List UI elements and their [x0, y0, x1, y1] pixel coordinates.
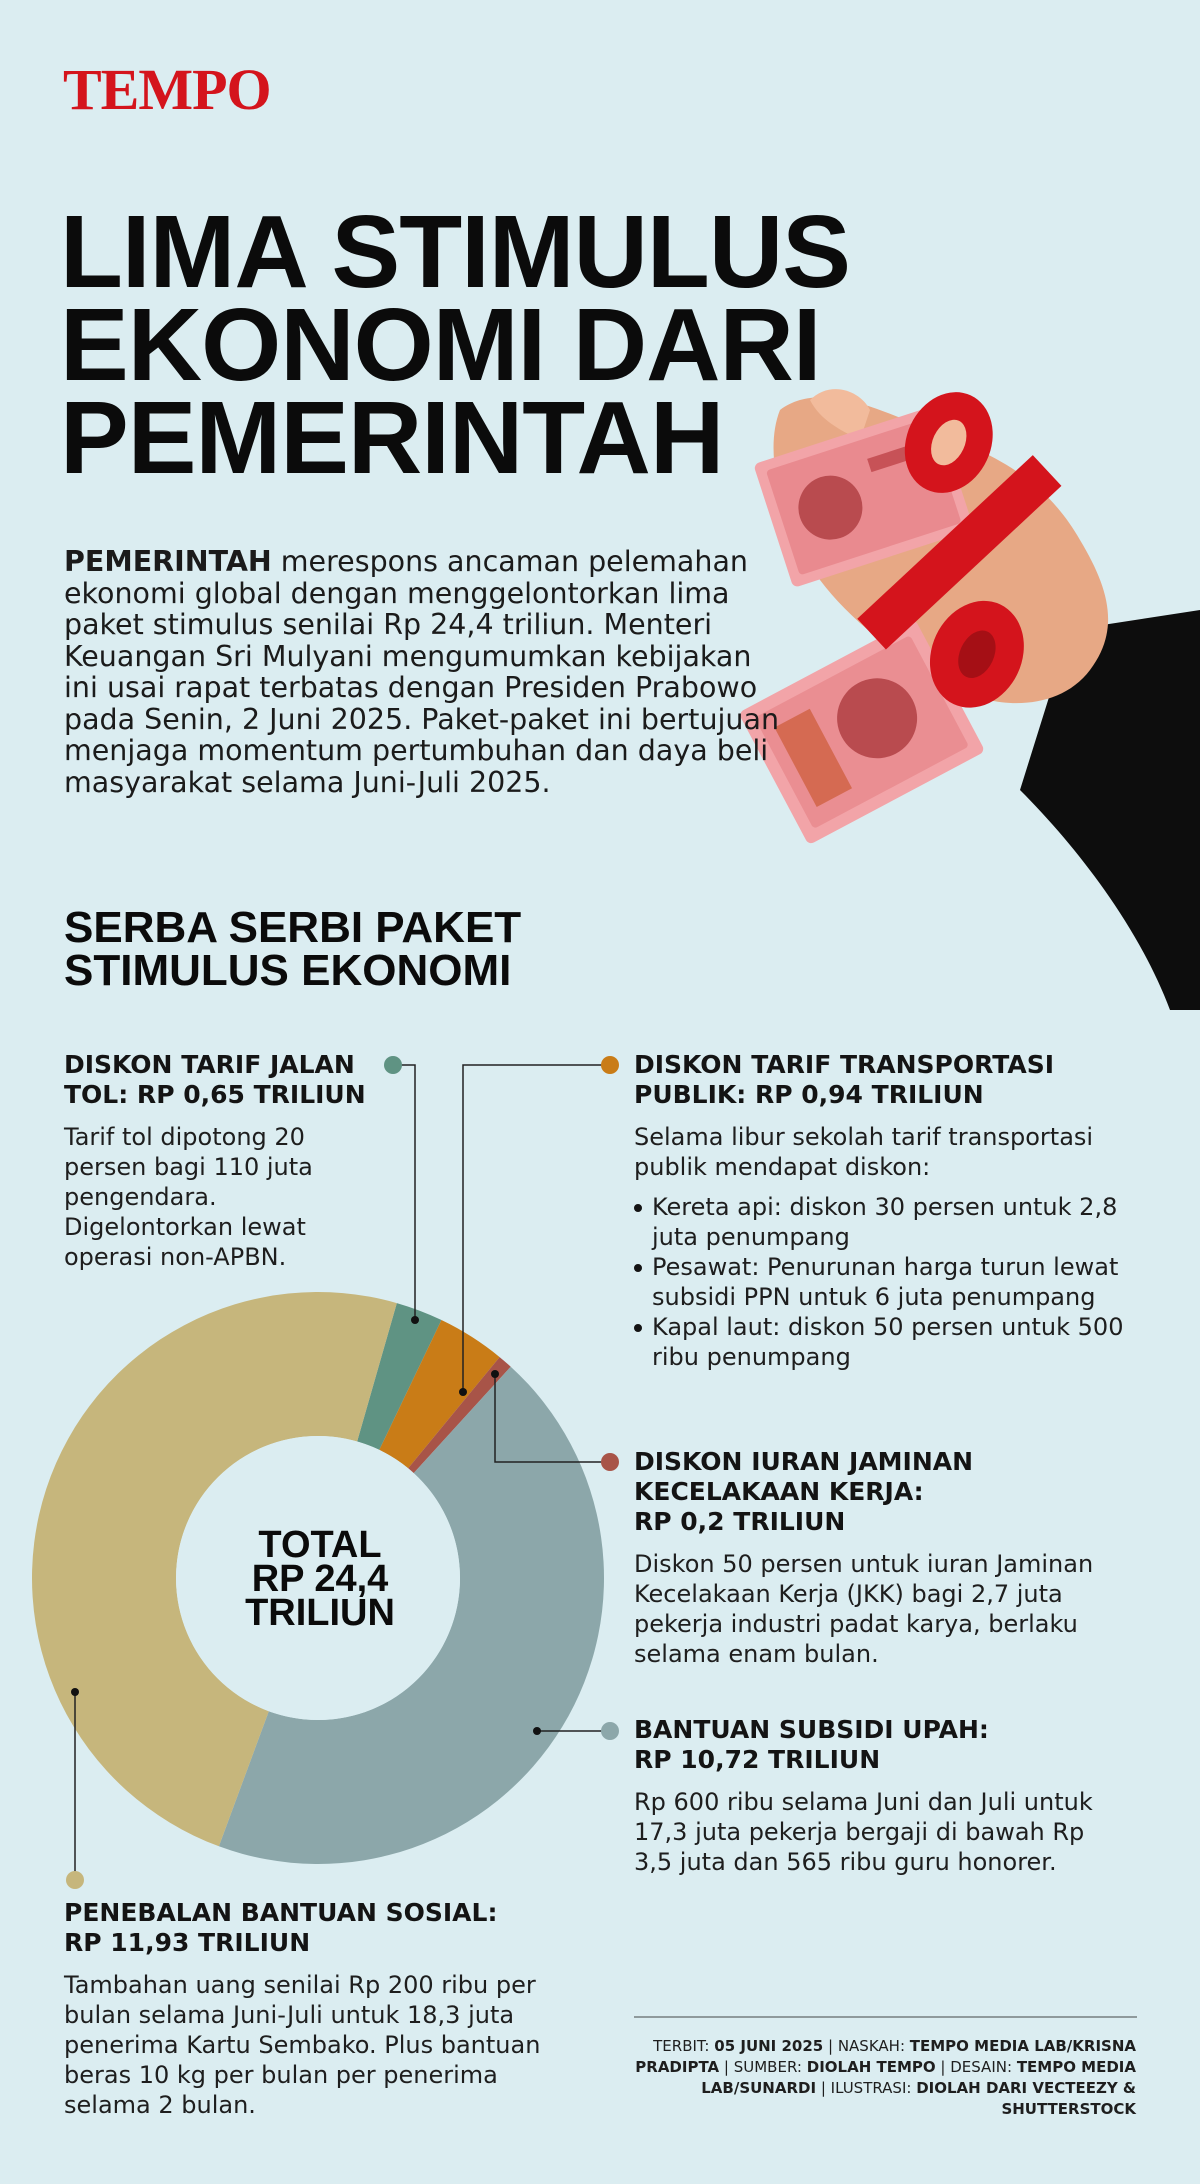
- card-tol-body: Tarif tol dipotong 20 persen bagi 110 juta pengendara. Digelontorkan lewat operasi non-APBN.: [64, 1123, 313, 1271]
- credit-label: NASKAH:: [837, 2037, 905, 2055]
- card-bansos-heading: [64, 1898, 584, 1958]
- card-jkk: [634, 1447, 1134, 1669]
- leader-line-transport: [463, 1065, 610, 1392]
- center-label-line: RP 24,4: [251, 1558, 389, 1600]
- credit-value: DIOLAH DARI VECTEEZY & SHUTTERSTOCK: [916, 2079, 1136, 2118]
- heading-line: BANTUAN SUBSIDI UPAH:: [634, 1715, 989, 1744]
- heading-line: RP 10,72 TRILIUN: [634, 1745, 881, 1774]
- list-item: Kapal laut: diskon 50 persen untuk 500 ribu penumpang: [634, 1312, 1134, 1372]
- credit-label: ILUSTRASI:: [830, 2079, 912, 2097]
- card-bansos-body: Tambahan uang senilai Rp 200 ribu per bulan selama Juni-Juli untuk 18,3 juta penerima Kartu Sembako. Plus bantuan beras 10 kg per bulan per penerima selama 2 bulan.: [64, 1971, 541, 2119]
- heading-line: DISKON IURAN JAMINAN: [634, 1447, 974, 1476]
- list-item: Pesawat: Penurunan harga turun lewat subsidi PPN untuk 6 juta penumpang: [634, 1252, 1134, 1312]
- title-line: EKONOMI DARI: [60, 287, 821, 402]
- heading-line: DISKON TARIF TRANSPORTASI: [634, 1050, 1055, 1079]
- section-title-line: STIMULUS EKONOMI: [64, 946, 512, 995]
- credit-value: DIOLAH TEMPO: [806, 2058, 936, 2076]
- card-transport-intro: Selama libur sekolah tarif transportasi publik mendapat diskon:: [634, 1123, 1094, 1181]
- tempo-logo: TEMPO: [63, 57, 271, 122]
- credit-value: TEMPO MEDIA LAB/SUNARDI: [701, 2058, 1136, 2097]
- leader-dot-bsu: [601, 1722, 619, 1740]
- card-tol-heading: [64, 1050, 384, 1110]
- card-bansos: [64, 1898, 584, 2120]
- card-jkk-body: Diskon 50 persen untuk iuran Jaminan Kecelakaan Kerja (JKK) bagi 2,7 juta pekerja industri padat karya, berlaku selama enam bulan.: [634, 1550, 1094, 1668]
- list-item: Kereta api: diskon 30 persen untuk 2,8 juta penumpang: [634, 1192, 1134, 1252]
- leader-dot-transport: [601, 1056, 619, 1074]
- heading-line: PENEBALAN BANTUAN SOSIAL:: [64, 1898, 498, 1927]
- card-bsu-body: Rp 600 ribu selama Juni dan Juli untuk 17,3 juta pekerja bergaji di bawah Rp 3,5 juta dan 565 ribu guru honorer.: [634, 1788, 1093, 1876]
- credit-label: TERBIT:: [653, 2037, 710, 2055]
- leader-dot-jkk: [601, 1453, 619, 1471]
- center-label-line: TRILIUN: [245, 1592, 395, 1634]
- leader-line-tol: [393, 1065, 415, 1320]
- transport-bullet-list: [634, 1192, 1134, 1372]
- card-bsu: [634, 1715, 1124, 1877]
- credit-label: DESAIN:: [950, 2058, 1013, 2076]
- intro-text: merespons ancaman pelemahan ekonomi global dengan menggelontorkan lima paket stimulus senilai Rp 24,4 triliun. Menteri Keuangan Sri Mulyani mengumumkan kebijakan ini usai rapat terbatas dengan Presiden Prabowo pada Senin, 2 Juni 2025. Paket-paket ini bertujuan menjaga momentum pertumbuhan dan daya beli masyarakat selama Juni-Juli 2025.: [64, 545, 780, 799]
- title-line: PEMERINTAH: [60, 380, 724, 495]
- chart-center-label: [220, 1524, 420, 1634]
- heading-line: PUBLIK: RP 0,94 TRILIUN: [634, 1080, 984, 1109]
- heading-line: DISKON TARIF JALAN: [64, 1050, 355, 1079]
- credits: TERBIT: 05 JUNI 2025 | NASKAH: TEMPO MEDIA LAB/KRISNA PRADIPTA | SUMBER: DIOLAH TEMPO | DESAIN: TEMPO MEDIA LAB/SUNARDI | ILUSTRASI: DIOLAH DARI VECTEEZY & SHUTTERSTOCK: [635, 2037, 1136, 2118]
- heading-line: RP 11,93 TRILIUN: [64, 1928, 311, 1957]
- heading-line: RP 0,2 TRILIUN: [634, 1507, 846, 1536]
- credit-label: SUMBER:: [733, 2058, 802, 2076]
- card-transport-heading: [634, 1050, 1134, 1110]
- credit-value: 05 JUNI 2025: [714, 2037, 824, 2055]
- card-transport-body: [634, 1122, 1134, 1372]
- card-bsu-heading: [634, 1715, 1124, 1775]
- center-label-line: TOTAL: [258, 1524, 382, 1566]
- intro-lead: PEMERINTAH: [64, 545, 272, 578]
- heading-line: TOL: RP 0,65 TRILIUN: [64, 1080, 366, 1109]
- title-line: LIMA STIMULUS: [60, 194, 850, 309]
- card-transport: [634, 1050, 1134, 1372]
- credit-value: TEMPO MEDIA LAB/KRISNA PRADIPTA: [635, 2037, 1136, 2076]
- leader-dot-tol: [384, 1056, 402, 1074]
- heading-line: KECELAKAAN KERJA:: [634, 1477, 924, 1506]
- credits-divider: [634, 2016, 1137, 2018]
- card-jkk-heading: [634, 1447, 1134, 1537]
- section-title-line: SERBA SERBI PAKET: [64, 903, 522, 952]
- leader-dot-bansos: [66, 1871, 84, 1889]
- card-tol: [64, 1050, 384, 1272]
